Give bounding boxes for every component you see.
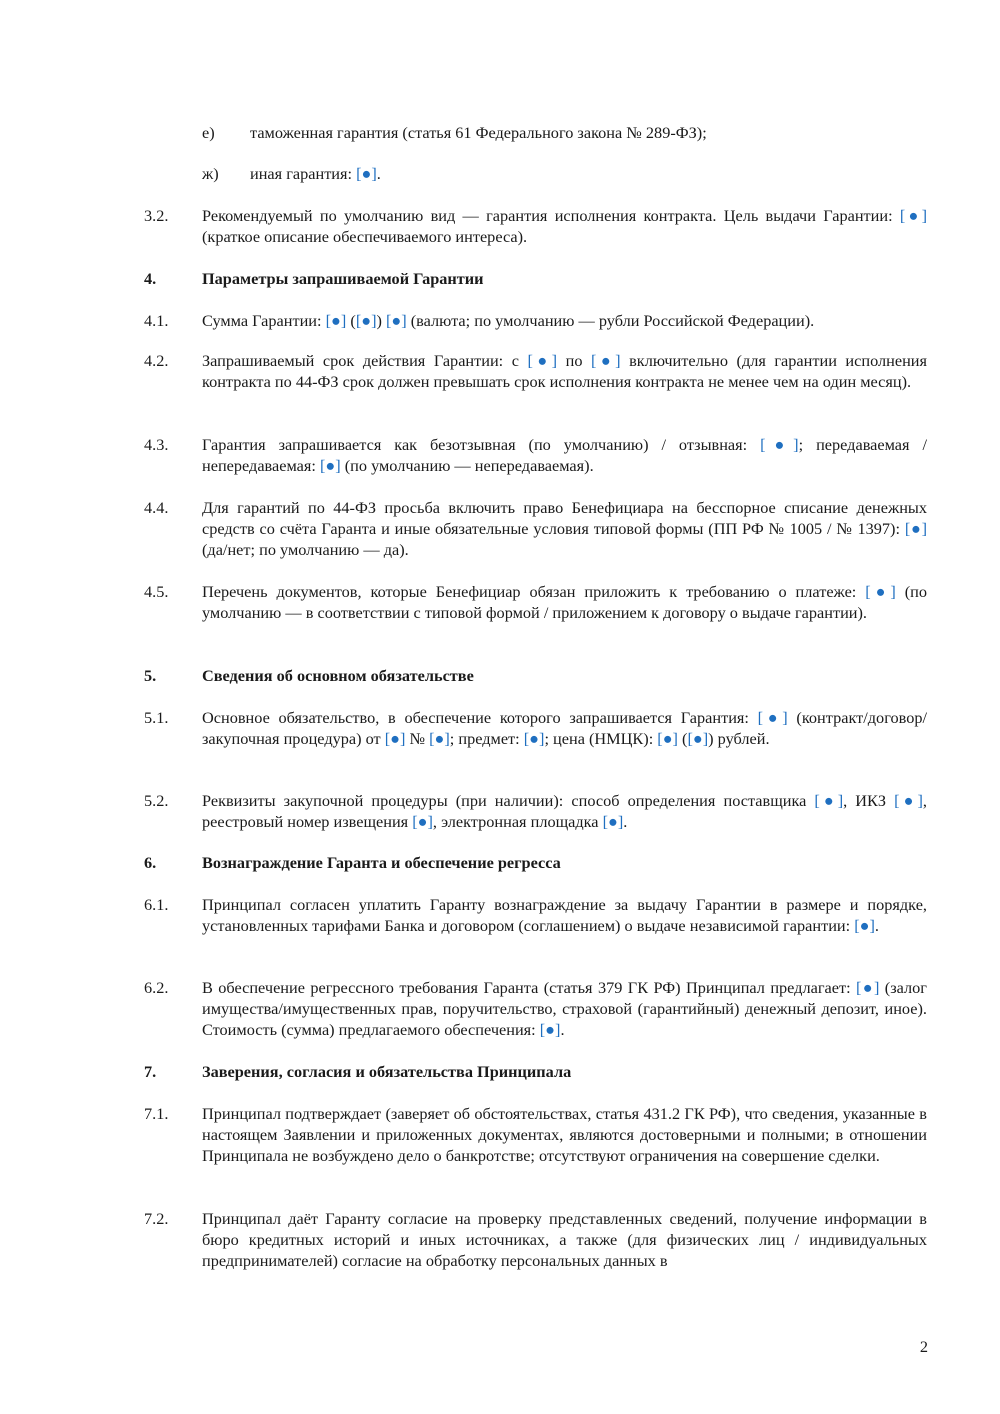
placeholder-field[interactable]: [●] [657,729,678,748]
text-run: ) рублей. [708,729,770,748]
text-run: (краткое описание обеспечиваемого интереса). [202,227,528,246]
clause-number: 7. [144,1062,157,1081]
text-run: ; цена (НМЦК): [544,729,658,748]
clause-5-2 [144,790,927,832]
clause-number: 5.1. [144,708,169,727]
clause-number: 7.2. [144,1209,169,1228]
placeholder-field[interactable]: [●] [384,729,406,748]
section-heading-4 [144,268,927,289]
text-run: Перечень документов, которые Бенефициар обязан приложить к требованию о платеже: [202,582,866,601]
text-run: ( [677,729,688,748]
text-run: Для гарантий по 44-ФЗ просьба включить право Бенефициара на бесспорное списание денежных средств со счёта Гаранта и иные обязательные условия типовой формы (ПП РФ № 1005 / № 1397): [202,498,927,538]
text-run: . [376,164,381,183]
clause-6-1 [144,894,927,936]
text-run: . [623,812,628,831]
section-heading-7 [144,1061,927,1082]
placeholder-field[interactable]: [●] [757,708,788,727]
placeholder-field[interactable]: [●] [539,1020,561,1039]
clause-number: 4.2. [144,351,169,370]
clause-6-2 [144,977,927,1040]
placeholder-field[interactable]: [●] [386,311,407,330]
clause-number: 4.1. [144,311,169,330]
placeholder-field[interactable]: [●] [429,729,450,748]
clause-7-1 [144,1103,927,1166]
text-run: ) [376,311,386,330]
clause-text [202,665,927,686]
clause-text [202,977,927,1040]
clause-5-1 [144,707,927,749]
clause-4-4 [144,497,927,560]
placeholder-field[interactable]: [●] [319,456,341,475]
text-run: (по умолчанию — непередаваемая). [340,456,594,475]
clause-number: 5.2. [144,791,169,810]
clause-4-1 [144,310,927,331]
text-run: (да/нет; по умолчанию — да). [202,540,409,559]
placeholder-field[interactable]: [●] [356,164,377,183]
section-heading-6 [144,852,927,873]
text-run: иная гарантия: [250,164,357,183]
placeholder-field[interactable]: [●] [854,916,875,935]
clause-number: 6. [144,853,157,872]
clause-text [202,310,927,331]
clause-text [250,122,927,143]
clause-number: 7.1. [144,1104,169,1123]
text-run: Принципал согласен уплатить Гаранту вознаграждение за выдачу Гарантии в размере и порядке, установленных тарифами Банка и договором (соглашением) о выдаче независимой гарантии: [202,895,927,935]
text-run: Запрашиваемый срок действия Гарантии: с [202,351,528,370]
text-run: ; предмет: [449,729,524,748]
text-run: , электронная площадка [432,812,603,831]
clause-text [202,852,927,873]
clause-number: 4.3. [144,435,169,454]
clause-text [202,790,927,832]
clause-text [202,497,927,560]
clause-text [202,707,927,749]
section-heading-5 [144,665,927,686]
text-run: Принципал даёт Гаранту согласие на проверку представленных сведений, получение информации в бюро кредитных историй и иных источниках, а также (для физических лиц / индивидуальных предпринимателей) согласие на обработку персональных данных в [202,1209,927,1270]
clause-number: 6.2. [144,978,169,997]
placeholder-field[interactable]: [●] [899,206,927,225]
text-run: (контракт/договор/закупочная процедура) от [202,708,927,748]
clause-number: 5. [144,666,157,685]
clause-text [202,350,927,392]
text-run: № [405,729,430,748]
placeholder-field[interactable]: [●] [325,311,347,330]
text-run: (залог имущества/имущественных прав, поручительство, страховой (гарантийный) денежный депозит, иное). Стоимость (сумма) предлагаемого обеспечения: [202,978,927,1039]
text-run: Сумма Гарантии: [202,311,326,330]
placeholder-field[interactable]: [●] [856,978,880,997]
text-run: по [557,351,591,370]
text-run: Заверения, согласия и обязательства Принципала [202,1062,572,1081]
placeholder-field[interactable]: [●] [894,791,923,810]
clause-4-5 [144,581,927,623]
text-run: ; передаваемая / непередаваемая: [202,435,928,475]
placeholder-field[interactable]: [●] [527,351,558,370]
page-number: 2 [919,1337,928,1356]
clause-number: е) [202,123,215,142]
clause-number: 4.4. [144,498,169,517]
text-run: Вознаграждение Гаранта и обеспечение регресса [202,853,561,872]
clause-text [202,1061,927,1082]
placeholder-field[interactable]: [●] [355,311,377,330]
placeholder-field[interactable]: [●] [760,435,799,454]
text-run: , реестровый номер извещения [202,791,927,831]
clause-text [202,434,927,476]
clause-number: 4. [144,269,157,288]
clause-e [202,122,927,143]
placeholder-field[interactable]: [●] [687,729,709,748]
text-run: В обеспечение регрессного требования Гаранта (статья 379 ГК РФ) Принципал предлагает: [202,978,857,997]
text-run: таможенная гарантия (статья 61 Федерального закона № 289-ФЗ); [250,123,707,142]
clause-text [202,1208,927,1271]
clause-number: 4.5. [144,582,169,601]
clause-4-2 [144,350,927,392]
placeholder-field[interactable]: [●] [523,729,545,748]
text-run: Параметры запрашиваемой Гарантии [202,269,484,288]
placeholder-field[interactable]: [●] [865,582,896,601]
placeholder-field[interactable]: [●] [602,812,624,831]
text-run: Сведения об основном обязательстве [202,666,474,685]
placeholder-field[interactable]: [●] [904,519,927,538]
clause-number: ж) [202,164,219,183]
text-run: , ИКЗ [843,791,895,810]
placeholder-field[interactable]: [●] [590,351,621,370]
text-run: Рекомендуемый по умолчанию вид — гарантия исполнения контракта. Цель выдачи Гарантии: [202,206,900,225]
clause-text [202,581,927,623]
placeholder-field[interactable]: [●] [814,791,844,810]
clause-7-2 [144,1208,927,1271]
placeholder-field[interactable]: [●] [412,812,433,831]
text-run: (по умолчанию — в соответствии с типовой формой / приложением к договору о выдаче гарантии). [202,582,927,622]
clause-text [202,894,927,936]
text-run: включительно (для гарантии исполнения контракта по 44-ФЗ срок должен превышать срок исполнения контракта не менее чем на один месяц). [202,351,927,391]
clause-zh [202,163,927,184]
clause-text [202,268,927,289]
text-run: (валюта; по умолчанию — рубли Российской Федерации). [406,311,815,330]
text-run: Принципал подтверждает (заверяет об обстоятельствах, статья 431.2 ГК РФ), что сведения, указанные в настоящем Заявлении и приложенных документах, являются достоверными и полными; в отношении Принципала не возбуждено дело о банкротстве; отсутствуют ограничения на совершение сделки. [202,1104,927,1165]
clause-text [202,205,927,247]
text-run: Реквизиты закупочной процедуры (при наличии): способ определения поставщика [202,791,815,810]
clause-text [250,163,927,184]
text-run: Гарантия запрашивается как безотзывная (по умолчанию) / отзывная: [202,435,761,454]
clause-number: 3.2. [144,206,169,225]
text-run: Основное обязательство, в обеспечение которого запрашивается Гарантия: [202,708,758,727]
clause-4-3 [144,434,927,476]
text-run: . [560,1020,565,1039]
clause-text [202,1103,927,1166]
clause-number: 6.1. [144,895,169,914]
text-run: ( [346,311,356,330]
clause-3-2 [144,205,927,247]
text-run: . [874,916,879,935]
